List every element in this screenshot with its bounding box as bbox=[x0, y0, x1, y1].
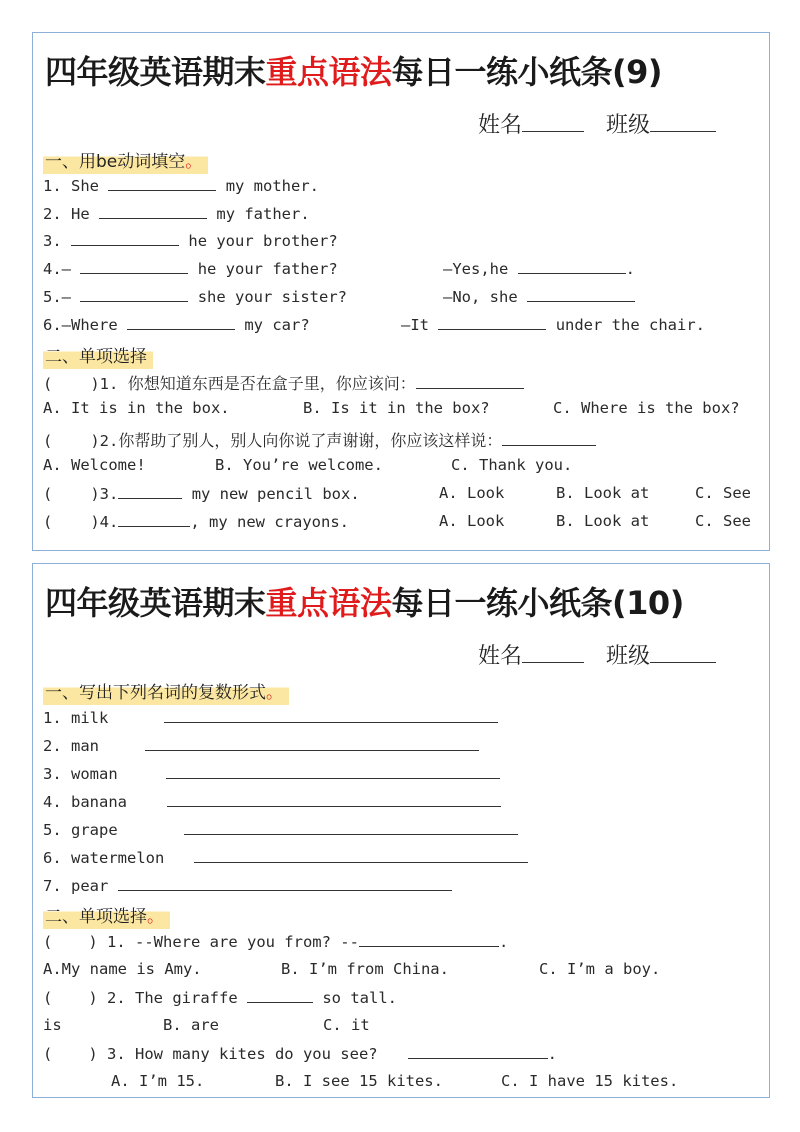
answer-blank[interactable] bbox=[527, 287, 635, 302]
line-start: 2. He bbox=[43, 205, 90, 223]
option-a: A. Look bbox=[439, 484, 505, 502]
worksheet-10 bbox=[32, 563, 770, 1098]
word-line bbox=[43, 876, 452, 895]
question-tail: so tall. bbox=[322, 989, 397, 1007]
question-tail: . bbox=[498, 933, 509, 951]
word-line bbox=[43, 820, 518, 839]
section-label: 一、写出下列名词的复数形式 bbox=[45, 683, 266, 703]
answer-paren[interactable]: ( bbox=[43, 513, 53, 531]
word: 2. man bbox=[43, 737, 99, 755]
answer-paren[interactable]: ( bbox=[43, 933, 53, 951]
question-text: , my new crayons. bbox=[190, 513, 349, 531]
answer-blank[interactable] bbox=[71, 231, 179, 246]
name-label: 姓名 bbox=[478, 644, 523, 669]
question-line bbox=[43, 512, 349, 531]
answer-blank[interactable] bbox=[80, 259, 188, 274]
answer-blank[interactable] bbox=[184, 820, 518, 835]
option-a: A. Look bbox=[439, 512, 505, 530]
question-text: my new pencil box. bbox=[191, 485, 360, 503]
title-text: 四年级英语期末 bbox=[45, 53, 266, 91]
name-blank[interactable] bbox=[522, 661, 584, 663]
answer-blank[interactable] bbox=[408, 1044, 548, 1059]
answer-blank[interactable] bbox=[518, 259, 626, 274]
option-a: A. It is in the box. bbox=[43, 399, 230, 417]
line-end: my mother. bbox=[225, 177, 320, 195]
reply-end: under the chair. bbox=[555, 316, 705, 334]
reply-start: —It bbox=[401, 316, 429, 334]
question-line bbox=[43, 988, 397, 1007]
worksheet-title bbox=[45, 47, 662, 93]
reply-start: —No, she bbox=[443, 288, 518, 306]
answer-blank[interactable] bbox=[438, 315, 546, 330]
section-heading bbox=[43, 678, 289, 705]
reply-start: —Yes,he bbox=[443, 260, 509, 278]
fill-line bbox=[43, 259, 338, 278]
section-heading bbox=[43, 147, 208, 174]
reply-line bbox=[443, 259, 635, 278]
question-line bbox=[43, 428, 596, 451]
line-end: she your sister? bbox=[197, 288, 347, 306]
line-start: 1. She bbox=[43, 177, 99, 195]
option-a: is bbox=[43, 1016, 62, 1034]
option-b: B. are bbox=[163, 1016, 219, 1034]
answer-blank[interactable] bbox=[359, 932, 499, 947]
option-b: B. Look at bbox=[556, 512, 650, 530]
name-class-bar bbox=[478, 108, 716, 139]
answer-blank[interactable] bbox=[99, 204, 207, 219]
question-text: ) 3. How many kites do you see? bbox=[88, 1045, 378, 1063]
option-c: C. Where is the box? bbox=[553, 399, 740, 417]
question-number: )2. bbox=[90, 432, 119, 450]
word-line bbox=[43, 736, 479, 755]
option-a: A. Welcome! bbox=[43, 456, 146, 474]
class-label: 班级 bbox=[606, 644, 651, 669]
question-number: )3. bbox=[90, 485, 119, 503]
option-b: B. Is it in the box? bbox=[303, 399, 490, 417]
question-number: )1. bbox=[90, 375, 119, 393]
line-start: 3. bbox=[43, 232, 62, 250]
option-c: C. I have 15 kites. bbox=[501, 1072, 679, 1090]
name-blank[interactable] bbox=[522, 130, 584, 132]
question-text: 你想知道东西是否在盒子里，你应该问： bbox=[127, 374, 416, 393]
word-line bbox=[43, 764, 500, 783]
answer-blank[interactable] bbox=[247, 988, 313, 1003]
question-text: 你帮助了别人，别人向你说了声谢谢，你应该这样说： bbox=[118, 431, 503, 450]
line-end: he your brother? bbox=[188, 232, 338, 250]
answer-paren[interactable]: ( bbox=[43, 989, 53, 1007]
fill-line bbox=[43, 287, 347, 306]
section-mark: 。 bbox=[147, 907, 164, 927]
answer-blank[interactable] bbox=[108, 176, 216, 191]
class-blank[interactable] bbox=[650, 661, 716, 663]
option-b: B. Look at bbox=[556, 484, 650, 502]
option-c: C. See bbox=[695, 512, 751, 530]
answer-blank[interactable] bbox=[164, 708, 498, 723]
question-text: ) 1. --Where are you from? -- bbox=[88, 933, 359, 951]
option-c: C. I’m a boy. bbox=[539, 960, 661, 978]
question-text: ) 2. The giraffe bbox=[88, 989, 238, 1007]
question-line bbox=[43, 371, 524, 394]
answer-blank[interactable] bbox=[118, 512, 190, 527]
section-label: 二、单项选择 bbox=[45, 347, 147, 367]
word: 1. milk bbox=[43, 709, 109, 727]
option-c: C. it bbox=[323, 1016, 370, 1034]
answer-paren[interactable]: ( bbox=[43, 485, 53, 503]
answer-blank[interactable] bbox=[80, 287, 188, 302]
question-line bbox=[43, 1044, 557, 1063]
question-number: )4. bbox=[90, 513, 119, 531]
answer-paren[interactable]: ( bbox=[43, 375, 53, 393]
answer-blank[interactable] bbox=[502, 431, 596, 446]
word: 4. banana bbox=[43, 793, 127, 811]
option-c: C. Thank you. bbox=[451, 456, 573, 474]
word: 3. woman bbox=[43, 765, 118, 783]
reply-end: . bbox=[625, 260, 636, 278]
option-b: B. I see 15 kites. bbox=[275, 1072, 443, 1090]
reply-line bbox=[401, 315, 705, 334]
question-tail: . bbox=[547, 1045, 557, 1063]
fill-line bbox=[43, 204, 310, 223]
name-class-bar bbox=[478, 639, 716, 670]
fill-line bbox=[43, 176, 319, 195]
section-mark: 。 bbox=[266, 683, 283, 703]
answer-blank[interactable] bbox=[416, 374, 524, 389]
answer-blank[interactable] bbox=[166, 764, 500, 779]
title-text-end: 每日一练小纸条(9) bbox=[391, 53, 663, 91]
answer-blank[interactable] bbox=[145, 736, 479, 751]
fill-line bbox=[43, 315, 310, 334]
class-label: 班级 bbox=[606, 113, 651, 138]
title-highlight: 重点语法 bbox=[265, 53, 392, 91]
answer-blank[interactable] bbox=[167, 792, 501, 807]
option-a: A.My name is Amy. bbox=[43, 960, 202, 978]
title-highlight: 重点语法 bbox=[265, 584, 392, 622]
fill-line bbox=[43, 231, 338, 250]
answer-paren[interactable]: ( bbox=[43, 432, 53, 450]
section-mark: 。 bbox=[185, 152, 203, 172]
answer-blank[interactable] bbox=[127, 315, 235, 330]
section-label: 二、单项选择 bbox=[45, 907, 147, 927]
line-end: he your father? bbox=[197, 260, 338, 278]
title-text-end: 每日一练小纸条(10) bbox=[391, 584, 684, 622]
section-heading bbox=[43, 902, 170, 929]
word: 5. grape bbox=[43, 821, 118, 839]
worksheet-title bbox=[45, 578, 684, 624]
answer-blank[interactable] bbox=[118, 484, 182, 499]
answer-blank[interactable] bbox=[118, 876, 452, 891]
option-c: C. See bbox=[695, 484, 751, 502]
line-start: 4.— bbox=[43, 260, 71, 278]
section-label: 一、用be动词填空 bbox=[45, 152, 186, 172]
line-end: my car? bbox=[244, 316, 310, 334]
word: 6. watermelon bbox=[43, 849, 165, 867]
class-blank[interactable] bbox=[650, 130, 716, 132]
question-line bbox=[43, 484, 360, 503]
option-b: B. You’re welcome. bbox=[215, 456, 383, 474]
line-start: 6.—Where bbox=[43, 316, 118, 334]
option-a: A. I’m 15. bbox=[111, 1072, 205, 1090]
title-text: 四年级英语期末 bbox=[45, 584, 266, 622]
question-line bbox=[43, 932, 508, 951]
section-heading bbox=[43, 342, 153, 369]
line-end: my father. bbox=[216, 205, 310, 223]
answer-paren[interactable]: ( bbox=[43, 1045, 53, 1063]
word: 7. pear bbox=[43, 877, 109, 895]
word-line bbox=[43, 708, 498, 727]
worksheet-9 bbox=[32, 32, 770, 551]
answer-blank[interactable] bbox=[194, 848, 528, 863]
option-b: B. I’m from China. bbox=[281, 960, 449, 978]
word-line bbox=[43, 792, 501, 811]
word-line bbox=[43, 848, 528, 867]
line-start: 5.— bbox=[43, 288, 71, 306]
reply-line bbox=[443, 287, 635, 306]
name-label: 姓名 bbox=[478, 113, 523, 138]
